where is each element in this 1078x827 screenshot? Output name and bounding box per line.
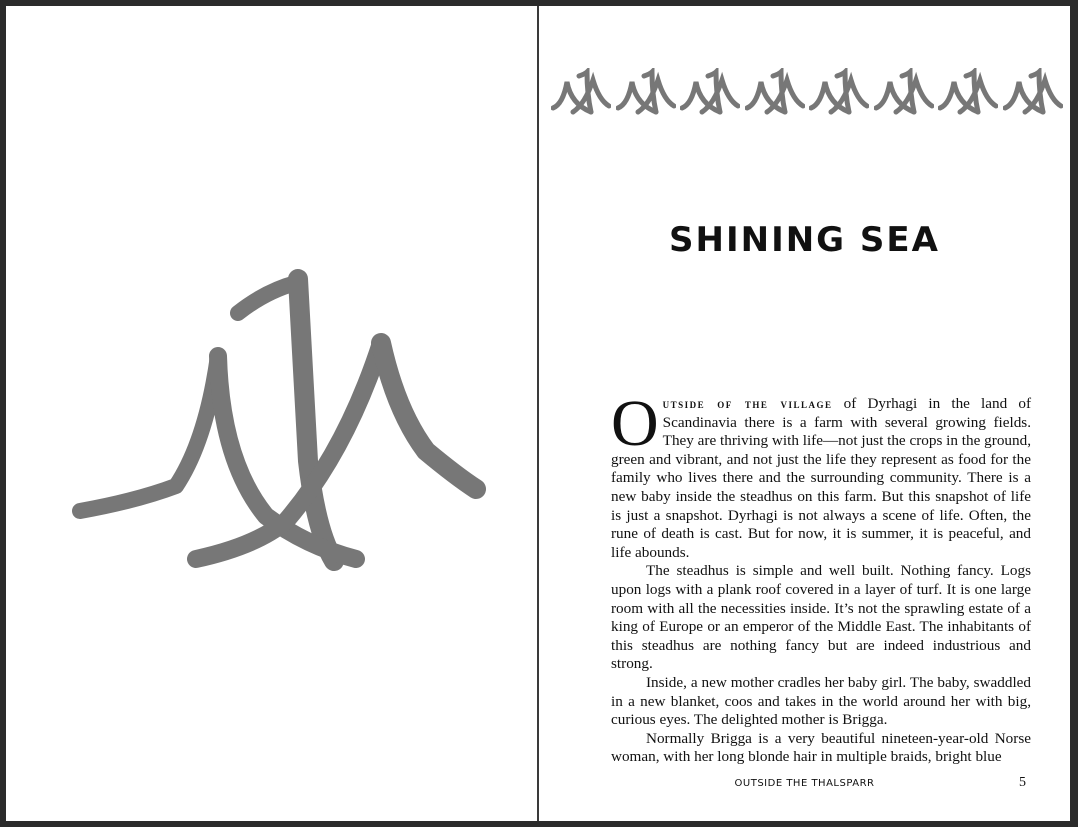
page-number: 5 — [1019, 775, 1026, 790]
left-page — [6, 6, 537, 821]
rune-illustration-icon — [66, 261, 486, 581]
rune-ornament-icon — [938, 68, 998, 120]
rune-border — [551, 68, 1063, 120]
paragraph: The steadhus is simple and well built. Nothing fancy. Logs upon logs with a plank roof covered in a layer of turf. It is one large room with all the necessities inside. It’s not the sprawling estate of a king of Europe or an emperor of the Middle East. The inhabitants of this steadhus are nothing fancy but are indeed industrious and strong. — [611, 562, 1031, 673]
book-spread — [6, 6, 1070, 821]
rune-ornament-icon — [809, 68, 869, 120]
paragraph-text: of Dyrhagi in the land of Scandinavia there is a farm with several growing fields. They are thriving with life—not just the crops in the ground, green and vibrant, and not just the life they represent as food for the family who lives there and the surrounding community. There is a new baby inside the steadhus on this farm. But this snapshot of life is just a snapshot. Dyrhagi is not always a scene of life. Often, the rune of death is cast. But for now, it is summer, it is peaceful, and life abounds. — [611, 395, 1031, 561]
paragraph — [611, 387, 1031, 562]
rune-ornament-icon — [551, 68, 611, 120]
drop-cap: O — [611, 387, 659, 460]
lead-in-smallcaps: utside of the village — [662, 396, 833, 411]
chapter-title: SHINING SEA — [669, 220, 940, 260]
paragraph: Inside, a new mother cradles her baby girl. The baby, swaddled in a new blanket, coos and takes in the world around her with big, curious eyes. The delighted mother is Brigga. — [611, 673, 1031, 729]
rune-ornament-icon — [1003, 68, 1063, 120]
rune-ornament-icon — [680, 68, 740, 120]
rune-ornament-icon — [616, 68, 676, 120]
rune-ornament-icon — [745, 68, 805, 120]
right-page — [539, 6, 1070, 821]
running-footer: OUTSIDE THE THALSPARR — [734, 778, 875, 789]
chapter-body — [611, 387, 1031, 767]
paragraph: Normally Brigga is a very beautiful nineteen-year-old Norse woman, with her long blonde hair in multiple braids, bright blue — [611, 729, 1031, 766]
rune-ornament-icon — [874, 68, 934, 120]
